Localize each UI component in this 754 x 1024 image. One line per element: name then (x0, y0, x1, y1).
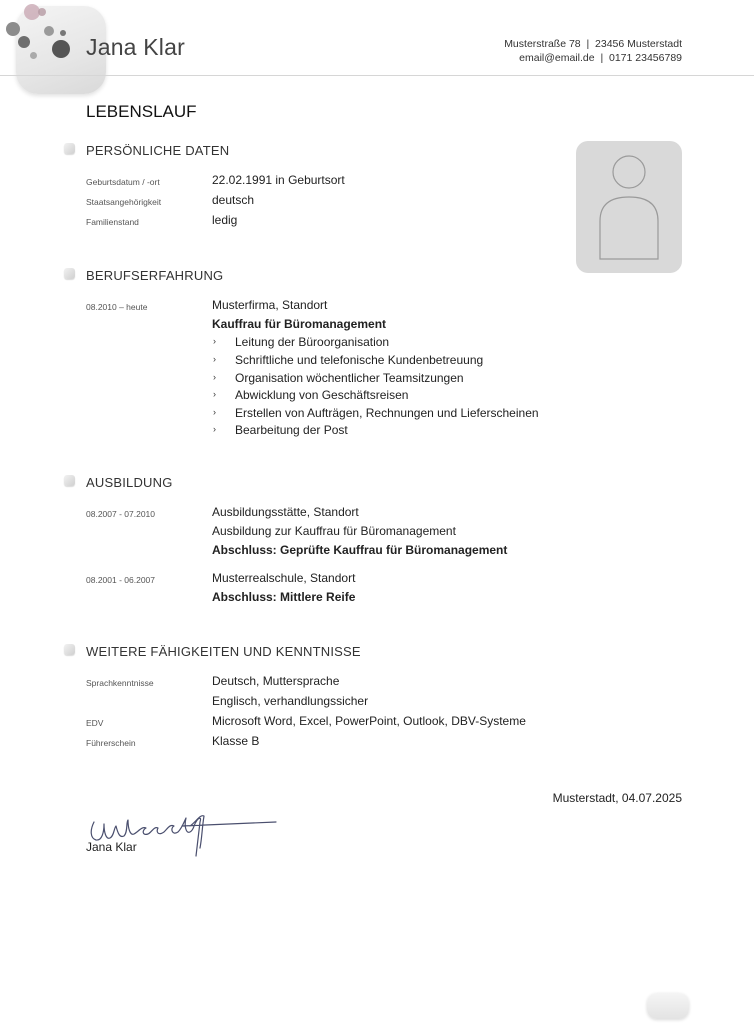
contact-block (504, 37, 682, 65)
photo-placeholder (576, 141, 682, 273)
experience-role: Kauffrau für Büromanagement (212, 317, 387, 331)
value-edv: Microsoft Word, Excel, PowerPoint, Outlook, DBV-Systeme (212, 714, 526, 728)
label-nationality: Staatsangehörigkeit (86, 197, 162, 207)
applicant-name: Jana Klar (86, 34, 185, 60)
value-language: Englisch, verhandlungssicher (212, 694, 369, 708)
education-result: Abschluss: Geprüfte Kauffrau für Büromanagement (212, 543, 508, 557)
task-item: Schriftliche und telefonische Kundenbetreuung (235, 353, 484, 367)
education-place: Musterrealschule, Standort (212, 571, 356, 585)
decoration-dot (30, 52, 37, 59)
decoration-dot (6, 22, 20, 36)
section-marker (64, 143, 75, 154)
section-marker (64, 644, 75, 655)
label-marital-status: Familienstand (86, 217, 139, 227)
tick-icon: › (213, 372, 216, 382)
task-item: Abwicklung von Geschäftsreisen (235, 388, 409, 402)
section-heading-skills: WEITERE FÄHIGKEITEN UND KENNTNISSE (86, 644, 361, 659)
education-place: Ausbildungsstätte, Standort (212, 505, 359, 519)
value-nationality: deutsch (212, 193, 255, 207)
value-marital-status: ledig (212, 213, 238, 227)
section-marker (64, 475, 75, 486)
task-item: Leitung der Büroorganisation (235, 335, 390, 349)
address-line: Musterstraße 78 | 23456 Musterstadt (504, 38, 682, 50)
tick-icon: › (213, 336, 216, 346)
value-birth: 22.02.1991 in Geburtsort (212, 173, 345, 187)
document-title: LEBENSLAUF (86, 102, 197, 121)
section-heading-experience: BERUFSERFAHRUNG (86, 268, 224, 283)
tick-icon: › (213, 389, 216, 399)
label-license: Führerschein (86, 738, 136, 748)
decoration-dot (38, 8, 46, 16)
place-date: Musterstadt, 04.07.2025 (552, 791, 682, 805)
person-placeholder-icon (576, 141, 682, 273)
label-edv: EDV (86, 718, 104, 728)
education-detail: Ausbildung zur Kauffrau für Büromanagement (212, 524, 456, 538)
footer-decoration (647, 993, 689, 1019)
header-divider (0, 75, 754, 76)
education-period: 08.2007 - 07.2010 (86, 509, 156, 519)
decoration-dot (60, 30, 66, 36)
section-heading-personal: PERSÖNLICHE DATEN (86, 143, 230, 158)
experience-period: 08.2010 – heute (86, 302, 148, 312)
task-item: Erstellen von Aufträgen, Rechnungen und Lieferscheinen (235, 406, 539, 420)
decoration-dot (52, 40, 70, 58)
value-license: Klasse B (212, 734, 260, 748)
task-item: Organisation wöchentlicher Teamsitzungen (235, 371, 464, 385)
decoration-dot (44, 26, 54, 36)
section-heading-education: AUSBILDUNG (86, 475, 173, 490)
contact-line: email@email.de | 0171 23456789 (519, 52, 682, 64)
task-item: Bearbeitung der Post (235, 423, 348, 437)
signer-name: Jana Klar (86, 840, 137, 854)
experience-company: Musterfirma, Standort (212, 298, 328, 312)
tick-icon: › (213, 407, 216, 417)
education-period: 08.2001 - 06.2007 (86, 575, 156, 585)
section-marker (64, 268, 75, 279)
decoration-dot (18, 36, 30, 48)
value-language: Deutsch, Muttersprache (212, 674, 340, 688)
label-languages: Sprachkenntnisse (86, 678, 154, 688)
tick-icon: › (213, 424, 216, 434)
education-result: Abschluss: Mittlere Reife (212, 590, 356, 604)
tick-icon: › (213, 354, 216, 364)
label-birth: Geburtsdatum / -ort (86, 177, 160, 187)
